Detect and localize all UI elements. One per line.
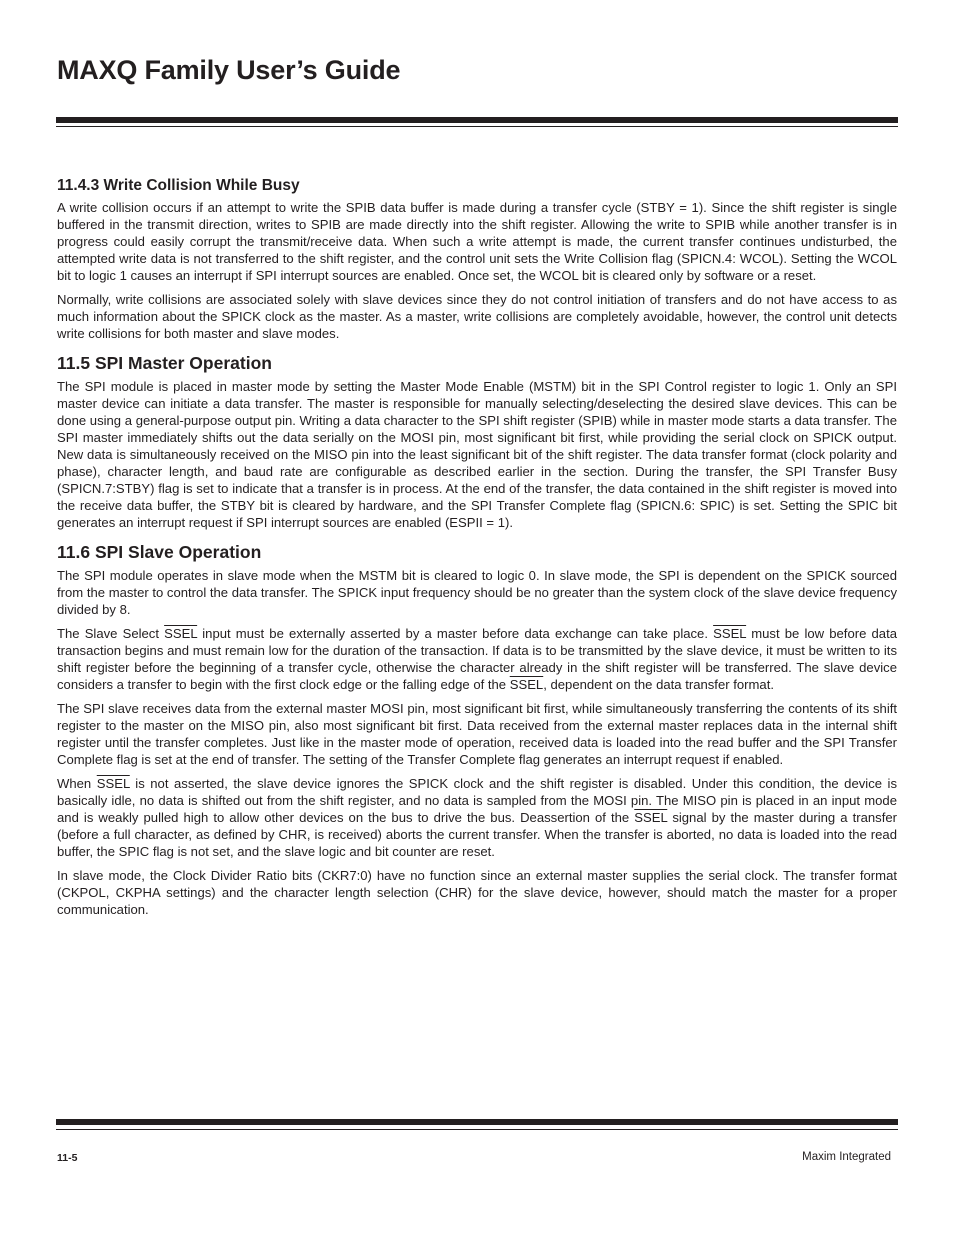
active-low-signal: SSEL xyxy=(713,626,747,641)
active-low-signal: SSEL xyxy=(164,626,198,641)
paragraph: The SPI module operates in slave mode when the MSTM bit is cleared to logic 0. In slave mode, the SPI is dependent on the SPICK sourced from the master to control the data transfer. The SPICK input frequency should be no greater than the system clock of the slave device frequency divided by 8. xyxy=(57,568,897,617)
section-write-collision xyxy=(57,176,897,342)
section-heading: 11.5 SPI Master Operation xyxy=(57,353,272,373)
active-low-signal: SSEL xyxy=(96,776,130,791)
paragraph: When SSEL is not asserted, the slave device ignores the SPICK clock and the shift register is disabled. Under this condition, the device is basically idle, no data is shifted out from the shift register, and no data is sampled from the MOSI pin. The MISO pin is placed in an input mode and is weakly pulled high to allow other devices on the bus to drive the bus. Deassertion of the SSEL signal by the master during a transfer (before a full character, as defined by CHR, is received) aborts the current transfer. When the transfer is aborted, no data is loaded into the read buffer, the SPIC flag is not set, and the slave logic and bit counter are reset. xyxy=(57,776,898,859)
section-heading: 11.4.3 Write Collision While Busy xyxy=(57,177,300,194)
header-rule-thick xyxy=(56,117,898,123)
section-heading: 11.6 SPI Slave Operation xyxy=(57,542,262,562)
section-spi-slave xyxy=(57,542,897,918)
page-content xyxy=(57,176,897,925)
company-name: Maxim Integrated xyxy=(802,1151,891,1163)
footer-rule-thick xyxy=(56,1119,898,1125)
header-rule-thin xyxy=(56,126,898,127)
section-spi-master xyxy=(57,353,897,531)
active-low-signal: SSEL xyxy=(634,810,668,825)
paragraph: The SPI module is placed in master mode by setting the Master Mode Enable (MSTM) bit in the SPI Control register to logic 1. Only an SPI master device can initiate a data transfer. The master is responsible for manually selecting/deselecting the desired slave devices. This can be done using a general-purpose output pin. Writing a data character to the SPI shift register (SPIB) while in master mode starts a data transfer. The SPI master immediately shifts out the data serially on the MOSI pin, most significant bit first, while providing the serial clock on SPICK output. New data is simultaneously received on the MISO pin into the least significant bit of the shift register. The data transfer format (clock polarity and phase), character length, and baud rate are configurable as described earlier in the section. During the transfer, the SPI Transfer Busy (SPICN.7:STBY) flag is set to indicate that a transfer is in process. At the end of the transfer, the data contained in the shift register is moved into the receive data buffer, the STBY bit is cleared by hardware, and the SPI Transfer Complete flag (SPICN.6: SPIC) is set. Setting the SPIC bit generates an interrupt request if SPI interrupt sources are enabled (ESPII = 1). xyxy=(57,379,897,530)
paragraph: In slave mode, the Clock Divider Ratio bits (CKR7:0) have no function since an external master supplies the serial clock. The transfer format (CKPOL, CKPHA settings) and the character length selection (CHR) for the slave device, however, should match the master for a proper communication. xyxy=(57,868,897,917)
paragraph: A write collision occurs if an attempt to write the SPIB data buffer is made during a transfer cycle (STBY = 1). Since the shift register is single buffered in the transmit direction, writes to SPIB are made directly into the shift register. Allowing the write to SPIB while another transfer is in progress could easily corrupt the transmit/receive data. When such a write attempt is made, the current transfer continues undisturbed, the attempted write data is not transferred to the shift register, and the control unit sets the Write Collision flag (SPICN.4: WCOL). Setting the WCOL bit to logic 1 causes an interrupt if SPI interrupt sources are enabled. Once set, the WCOL bit is cleared only by software or a reset. xyxy=(57,200,897,283)
paragraph: The Slave Select SSEL input must be externally asserted by a master before data exchange can take place. SSEL must be low before data transaction begins and must remain low for the duration of the transaction. If data is to be transmitted by the slave device, it must be written to its shift register before the beginning of a transfer cycle, otherwise the character already in the shift register will be transferred. The slave device considers a transfer to begin with the first clock edge or the falling edge of the SSEL, dependent on the data transfer format. xyxy=(57,626,897,692)
document-title: MAXQ Family User’s Guide xyxy=(57,55,401,85)
page-number: 11-5 xyxy=(57,1152,78,1164)
paragraph: The SPI slave receives data from the external master MOSI pin, most significant bit first, while simultaneously transferring the contents of its shift register to the master on the MISO pin, also most significant bit first. Data received from the external master replaces data in the internal shift register until the transfer completes. Just like in the master mode of operation, received data is loaded into the read buffer and the SPI Transfer Complete flag is set at the end of transfer. The setting of the Transfer Complete flag generates an interrupt request if enabled. xyxy=(57,701,897,767)
footer-rule-thin xyxy=(56,1129,898,1130)
active-low-signal: SSEL xyxy=(509,677,544,692)
paragraph: Normally, write collisions are associated solely with slave devices since they do not control initiation of transfers and do not have access to as much information about the SPICK clock as the master. As a master, write collisions are completely avoidable, however, the control unit detects write collisions for both master and slave modes. xyxy=(57,292,897,341)
